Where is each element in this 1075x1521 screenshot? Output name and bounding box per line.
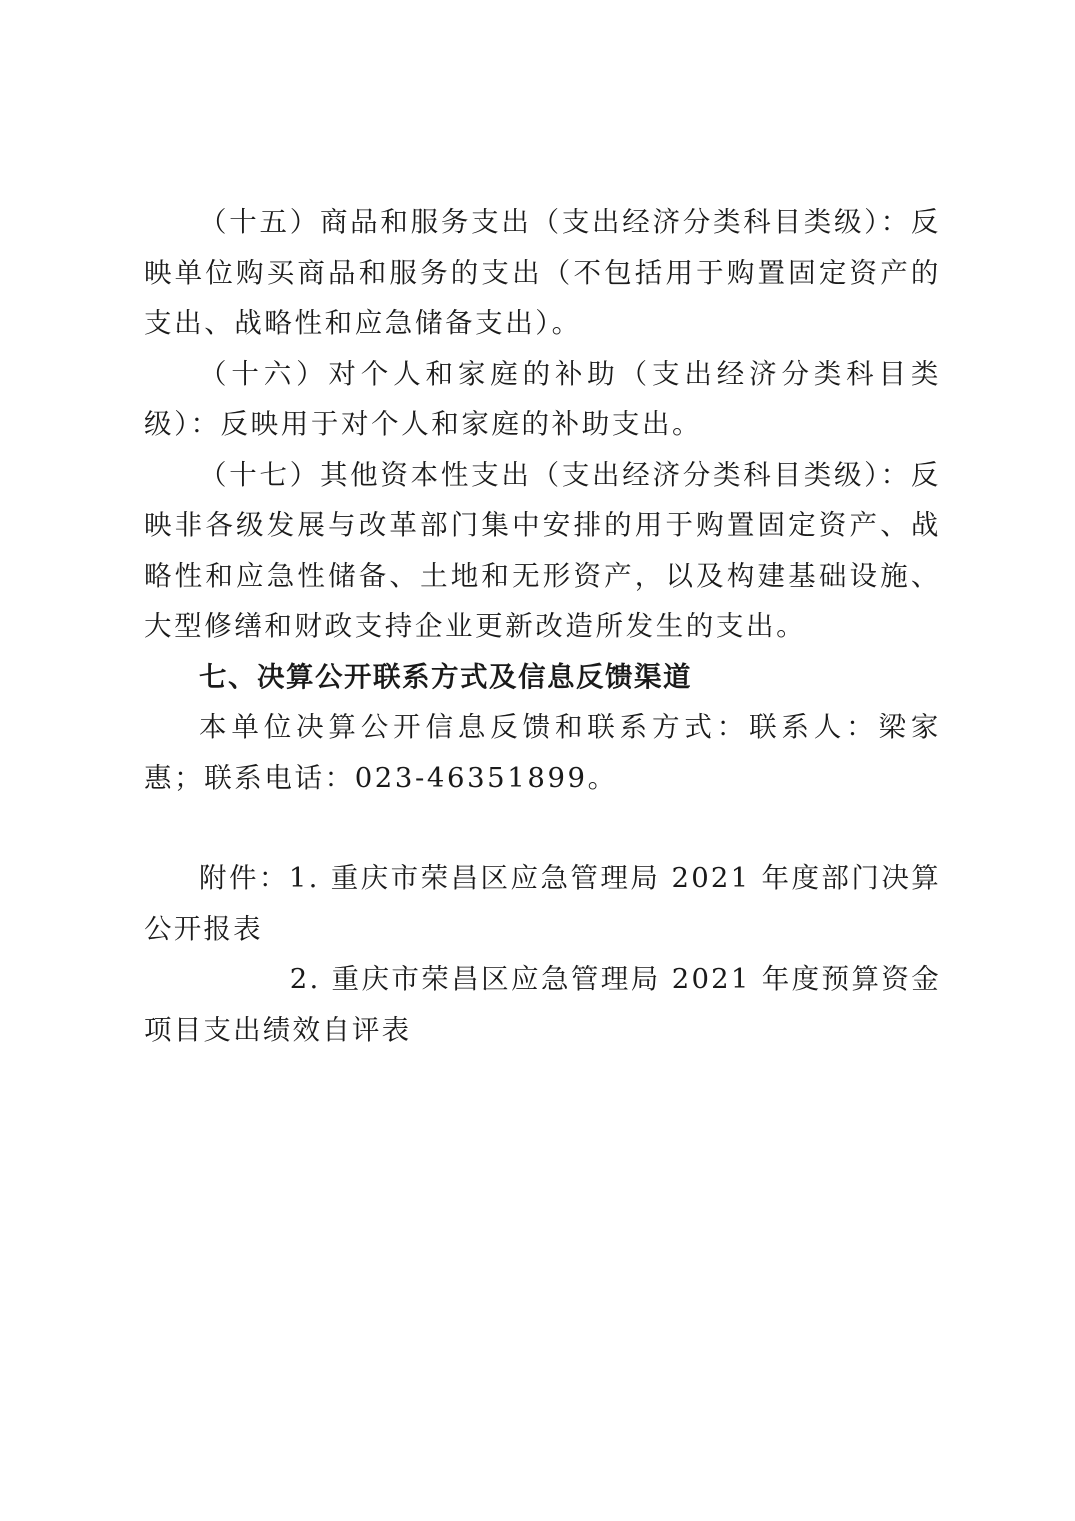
attachment-item-1: 附件：1. 重庆市荣昌区应急管理局 2021 年度部门决算公开报表 (144, 862, 941, 945)
attachment-item-2: 2. 重庆市荣昌区应急管理局 2021 年度预算资金项目支出绩效自评表 (144, 963, 941, 1046)
contact-info: 本单位决算公开信息反馈和联系方式：联系人：梁家惠；联系电话：023-46351899。 (144, 711, 941, 794)
paragraph-goods-services: （十五）商品和服务支出（支出经济分类科目类级）：反映单位购买商品和服务的支出（不包括用于购置固定资产的支出、战略性和应急储备支出）。 (144, 206, 941, 339)
section-heading: 七、决算公开联系方式及信息反馈渠道 (199, 660, 692, 693)
document-page (144, 197, 941, 1055)
paragraph-household-subsidy: （十六）对个人和家庭的补助（支出经济分类科目类级）：反映用于对个人和家庭的补助支出。 (144, 357, 941, 440)
paragraph-other-capital: （十七）其他资本性支出（支出经济分类科目类级）：反映非各级发展与改革部门集中安排的用于购置固定资产、战略性和应急性储备、土地和无形资产，以及构建基础设施、大型修缮和财政支持企业更新改造所发生的支出。 (144, 458, 941, 642)
